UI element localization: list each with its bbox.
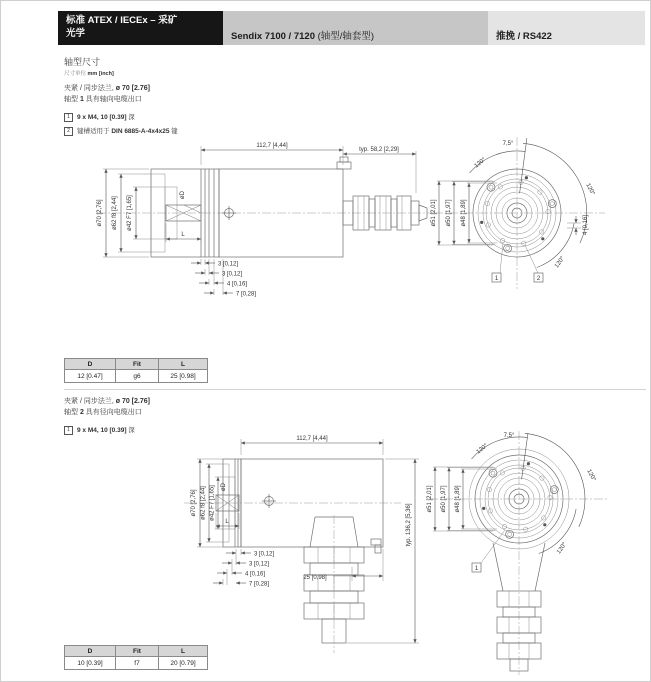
table-header-fit: Fit bbox=[116, 359, 159, 370]
table-cell-d: 10 [0.39] bbox=[65, 657, 116, 670]
dim-rear-step: 4 [0,16] bbox=[583, 214, 589, 236]
callout-1-marker: 1 bbox=[474, 566, 479, 572]
dim-step2: 3 [0,12] bbox=[249, 561, 270, 568]
table-cell-fit: g6 bbox=[116, 370, 159, 383]
table-header-fit: Fit bbox=[116, 646, 159, 657]
table-header-l: L bbox=[159, 359, 208, 370]
section2-type-line: 轴型 2 具有径向电缆出口 bbox=[64, 409, 142, 416]
dim-dia70: ø70 [2,76] bbox=[97, 199, 103, 227]
header-standard-box bbox=[58, 11, 223, 45]
units-note: 尺寸单位 mm [inch] bbox=[64, 71, 114, 77]
dim-angle-120-a: 120° bbox=[473, 157, 488, 170]
dim-dia62: ø62 f8 [2,44] bbox=[200, 486, 207, 520]
dim-angle-120-c: 120° bbox=[556, 541, 569, 556]
dim-dia62: ø62 f8 [2,44] bbox=[112, 196, 118, 230]
dim-shaft-dia: øD bbox=[180, 191, 186, 199]
table-cell-l: 20 [0.79] bbox=[159, 657, 208, 670]
dim-angle-120-c: 120° bbox=[554, 255, 567, 270]
dim-step1: 3 [0,12] bbox=[218, 261, 239, 268]
dim-step3: 4 [0,16] bbox=[245, 571, 266, 578]
dim-gland-offset: 25 [0,98] bbox=[303, 575, 327, 581]
table-cell-d: 12 [0.47] bbox=[65, 370, 116, 383]
callout-box-icon: 1 bbox=[64, 113, 73, 122]
shaft-spec-table-1 bbox=[64, 358, 208, 383]
product-variant: (轴型/轴套型) bbox=[314, 31, 375, 42]
table-header-l: L bbox=[159, 646, 208, 657]
dim-body-length: 112,7 [4,44] bbox=[296, 436, 328, 442]
table-header-d: D bbox=[65, 359, 116, 370]
dim-rear-dia50: ø50 [1,97] bbox=[446, 199, 452, 227]
dim-rear-dia51: ø51 [2,01] bbox=[427, 485, 433, 513]
section1-type-line: 轴型 1 具有轴向电缆出口 bbox=[64, 96, 142, 103]
header-interface-box bbox=[488, 11, 645, 45]
dim-rear-dia51: ø51 [2,01] bbox=[431, 199, 437, 227]
dimension-drawing-axial bbox=[89, 133, 641, 319]
callout-2-marker: 2 bbox=[536, 276, 541, 282]
section1-flange-line: 夹紧 / 同步法兰, ø 70 [2.76] bbox=[64, 85, 150, 92]
dim-rear-dia50: ø50 [1,97] bbox=[441, 485, 447, 513]
dimension-drawing-radial bbox=[89, 429, 645, 681]
interface-label: 推挽 / RS422 bbox=[496, 31, 552, 42]
header-standard-line2: 光学 bbox=[66, 28, 86, 39]
dim-angle-120-b: 120° bbox=[585, 468, 597, 483]
dim-step4: 7 [0,28] bbox=[249, 581, 270, 588]
table-cell-fit: f7 bbox=[116, 657, 159, 670]
dim-gland-length: typ. 58,2 [2,29] bbox=[359, 147, 399, 153]
dim-angle-7-5: 7,5° bbox=[502, 141, 514, 147]
dim-shaft-length: L bbox=[225, 519, 229, 525]
product-name: Sendix 7100 / 7120 bbox=[231, 31, 315, 42]
dim-angle-120-a: 120° bbox=[475, 443, 490, 456]
header-standard-line1: 标准 ATEX / IECEx – 采矿 bbox=[66, 15, 178, 26]
dim-angle-120-b: 120° bbox=[584, 182, 596, 197]
table-row bbox=[65, 370, 208, 383]
dim-angle-7-5: 7,5° bbox=[503, 433, 515, 439]
section2-flange-line: 夹紧 / 同步法兰, ø 70 [2.76] bbox=[64, 398, 150, 405]
dim-step1: 3 [0,12] bbox=[254, 551, 275, 558]
section1-note2: 2 键槽适用于 DIN 6885-A-4x4x25 键 bbox=[64, 126, 178, 136]
section2-note1: 1 9 x M4, 10 [0.39] 深 bbox=[64, 425, 135, 435]
header-product-box bbox=[223, 11, 488, 45]
dim-body-length: 112,7 [4,44] bbox=[256, 143, 288, 149]
dim-shaft-length: L bbox=[181, 232, 185, 238]
dim-shaft-dia: øD bbox=[221, 483, 227, 491]
table-row bbox=[65, 657, 208, 670]
dim-step2: 3 [0,12] bbox=[222, 271, 243, 278]
callout-box-icon: 1 bbox=[64, 426, 73, 435]
callout-box-icon: 2 bbox=[64, 127, 73, 136]
table-header-d: D bbox=[65, 646, 116, 657]
dim-dia42: ø42 F7 [1,65] bbox=[209, 485, 216, 521]
dim-total-height: typ. 136,2 [5,36] bbox=[406, 503, 412, 547]
table-cell-l: 25 [0.98] bbox=[159, 370, 208, 383]
page-title: 轴型尺寸 bbox=[64, 57, 101, 67]
dim-dia42: ø42 F7 [1,65] bbox=[127, 195, 133, 231]
dim-step3: 4 [0,16] bbox=[227, 281, 248, 288]
section1-note1: 1 9 x M4, 10 [0.39] 深 bbox=[64, 112, 135, 122]
shaft-spec-table-2 bbox=[64, 645, 208, 670]
dim-dia70: ø70 [2,76] bbox=[191, 489, 197, 517]
dim-rear-dia48: ø48 [1,89] bbox=[455, 485, 461, 513]
dim-step4: 7 [0,28] bbox=[236, 291, 257, 298]
dim-rear-dia48: ø48 [1,89] bbox=[461, 199, 467, 227]
section-divider bbox=[64, 389, 646, 390]
callout-1-marker: 1 bbox=[494, 276, 499, 282]
